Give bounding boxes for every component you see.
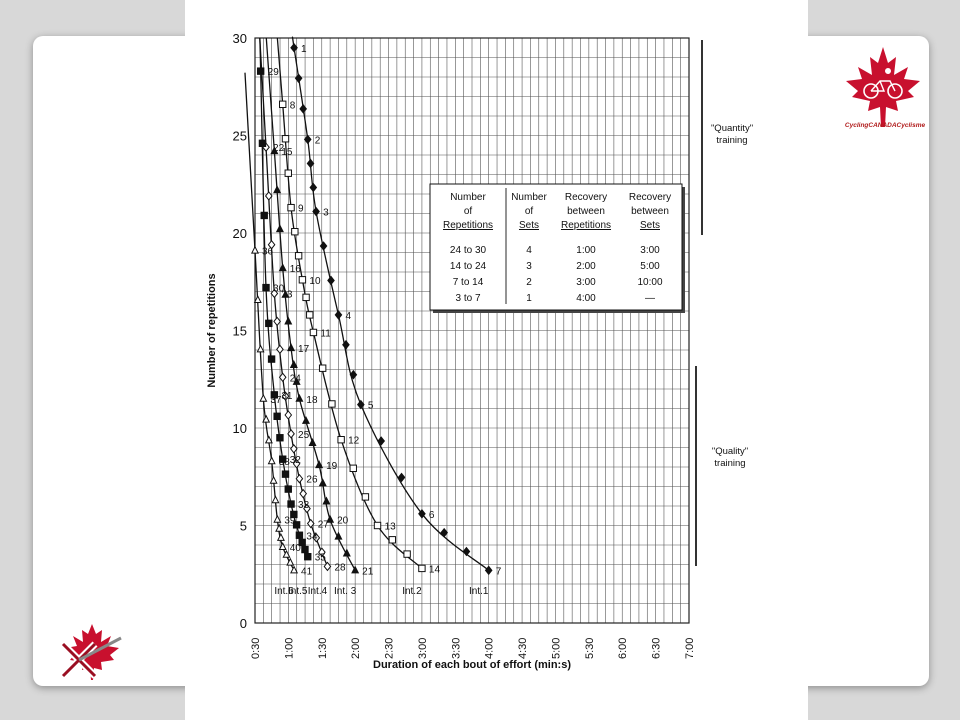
point-number-label: 29: [267, 67, 279, 79]
data-point: [305, 554, 311, 560]
point-number-label: 2: [314, 135, 321, 147]
table-cell: 5:00: [640, 261, 660, 272]
data-point: [362, 494, 368, 500]
table-cell: 3:00: [576, 277, 596, 288]
data-point: [323, 498, 329, 504]
data-point: [270, 477, 276, 483]
point-number-label: 40: [289, 542, 301, 554]
data-point: [288, 430, 294, 438]
x-tick-label: 0:30: [250, 637, 262, 659]
data-point: [313, 208, 319, 216]
data-point: [277, 435, 283, 441]
interval-label: Int. 3: [334, 586, 357, 597]
point-number-label: 26: [306, 474, 318, 486]
table-cell: 10:00: [637, 277, 663, 288]
data-point: [277, 225, 283, 231]
point-number-label: 37: [270, 394, 282, 406]
data-point: [309, 439, 315, 445]
data-point: [291, 44, 297, 52]
y-tick-label: 0: [239, 616, 247, 631]
data-point: [300, 490, 306, 498]
data-point: [307, 312, 313, 318]
chart-panel: [185, 0, 808, 720]
data-point: [266, 437, 272, 443]
data-point: [303, 294, 309, 300]
data-point: [266, 192, 272, 200]
data-point: [316, 461, 322, 467]
x-axis-title: Duration of each bout of effort (min:s): [373, 659, 571, 671]
table-cell: 2: [526, 277, 532, 288]
data-point: [295, 74, 301, 82]
quantity-training-label: [692, 123, 772, 147]
data-point: [280, 264, 286, 270]
point-number-label: 24: [289, 373, 301, 385]
x-tick-label: 3:00: [416, 637, 429, 659]
data-point: [282, 136, 288, 142]
data-point: [350, 465, 356, 471]
point-number-label: 22: [273, 143, 285, 155]
table-header-cell: between: [631, 206, 669, 217]
data-point: [352, 567, 358, 573]
data-point: [320, 479, 326, 485]
data-point: [419, 565, 425, 571]
y-tick-label: 15: [232, 323, 247, 339]
table-cell: 2:00: [576, 261, 596, 272]
y-tick-label: 25: [232, 128, 247, 144]
x-tick-label: 3:30: [450, 637, 463, 659]
point-number-label: 38: [278, 457, 290, 469]
table-cell: 3:00: [640, 245, 660, 256]
interval-label: Int.2: [402, 586, 422, 597]
data-point: [268, 457, 274, 463]
data-point: [310, 329, 316, 335]
data-point: [280, 543, 286, 549]
point-number-label: 25: [298, 429, 310, 441]
point-number-label: 15: [281, 147, 293, 159]
data-point: [296, 532, 302, 538]
data-point: [274, 413, 280, 419]
data-point: [389, 537, 395, 543]
data-point: [280, 373, 286, 381]
data-point: [300, 105, 306, 113]
table-cell: 14 to 24: [449, 261, 487, 272]
table-cell: 1: [526, 293, 532, 304]
table-cell: 3 to 7: [455, 293, 481, 304]
data-point: [291, 361, 297, 367]
data-point: [404, 551, 410, 557]
x-tick-label: 1:00: [283, 637, 296, 659]
quality-line1: "Quality": [711, 446, 749, 457]
table-header-cell: Repetitions: [560, 220, 612, 231]
point-number-label: 31: [281, 390, 293, 402]
y-tick-label: 10: [232, 421, 247, 436]
table-header-cell: Number: [511, 192, 547, 203]
data-point: [263, 416, 269, 422]
data-point: [320, 242, 326, 250]
table-header-cell: Repetitions: [442, 220, 494, 231]
point-number-label: 21: [362, 566, 374, 578]
point-number-label: 10: [309, 275, 321, 287]
data-point: [276, 525, 282, 531]
interval-label: Int.5: [288, 586, 308, 597]
y-tick-label: 20: [232, 226, 247, 241]
x-tick-label: 2:30: [383, 637, 396, 659]
table-header-cell: Number: [450, 192, 486, 203]
data-point: [257, 346, 263, 352]
x-tick-label: 6:00: [617, 637, 630, 659]
point-number-label: 7: [495, 566, 502, 578]
data-point: [259, 140, 265, 146]
data-point: [285, 318, 291, 324]
x-tick-label: 4:30: [517, 637, 530, 659]
x-tick-label: 4:00: [483, 637, 496, 659]
x-tick-label: 7:00: [684, 637, 696, 659]
data-point: [257, 68, 263, 74]
data-point: [319, 365, 325, 371]
table-header-cell: of: [524, 206, 534, 217]
point-number-label: 28: [334, 562, 346, 574]
table-header-cell: between: [567, 206, 605, 217]
point-number-label: 14: [428, 564, 441, 576]
quality-line2: training: [714, 458, 746, 469]
data-point: [296, 475, 302, 483]
x-tick-label: 1:30: [316, 637, 329, 659]
data-point: [463, 548, 469, 556]
point-number-label: 32: [289, 455, 301, 467]
data-point: [261, 212, 267, 218]
data-point: [274, 516, 280, 522]
table-header-cell: Recovery: [564, 192, 608, 203]
point-number-label: 11: [320, 328, 331, 340]
point-number-label: 23: [281, 289, 293, 301]
data-point: [296, 395, 302, 401]
data-point: [358, 401, 364, 409]
data-point: [278, 534, 284, 540]
data-point: [374, 522, 380, 528]
data-point: [268, 356, 274, 362]
y-tick-label: 30: [232, 31, 247, 46]
point-number-label: 20: [337, 515, 349, 527]
table-cell: 1:00: [576, 245, 596, 256]
data-point: [288, 344, 294, 350]
interval-label: Int.1: [468, 586, 489, 597]
interval-label: Int.4: [307, 586, 328, 597]
data-point: [274, 186, 280, 192]
data-point: [291, 445, 297, 453]
table-cell: —: [645, 293, 655, 304]
table-header-cell: Recovery: [628, 192, 672, 203]
point-number-label: 9: [298, 203, 304, 215]
corner-maple-x-logo-icon: [55, 624, 130, 680]
point-number-label: 6: [428, 509, 435, 521]
point-number-label: 34: [306, 531, 318, 543]
point-number-label: 5: [367, 400, 374, 412]
table-header-cell: Sets: [518, 220, 540, 231]
data-point: [299, 277, 305, 283]
x-tick-label: 2:00: [350, 637, 363, 659]
data-point: [338, 437, 344, 443]
data-point: [302, 546, 308, 552]
data-point: [295, 253, 301, 259]
point-number-label: 3: [323, 207, 329, 219]
data-point: [307, 159, 313, 167]
point-number-label: 30: [273, 283, 285, 295]
table-cell: 4: [526, 245, 532, 256]
data-point: [285, 411, 291, 419]
point-number-label: 16: [289, 264, 301, 276]
point-number-label: 12: [348, 435, 360, 447]
point-number-label: 19: [326, 461, 338, 473]
series-curve: [260, 38, 328, 566]
data-point: [260, 395, 266, 401]
point-number-label: 17: [298, 344, 310, 356]
data-point: [310, 184, 316, 192]
quantity-line1: "Quantity": [710, 123, 754, 134]
point-number-label: 4: [345, 310, 352, 322]
data-point: [272, 496, 278, 502]
y-axis-title: Number of repetitions: [206, 273, 218, 388]
point-number-label: 36: [262, 246, 274, 258]
data-point: [288, 501, 294, 507]
brand-name-text: CyclingCANADACyclisme: [844, 122, 926, 129]
point-number-label: 35: [314, 552, 326, 564]
point-number-label: 33: [298, 500, 310, 512]
point-number-label: 13: [384, 521, 396, 533]
interval-label: Int.6: [274, 586, 294, 597]
x-tick-label: 5:00: [550, 637, 563, 659]
data-point: [266, 320, 272, 326]
data-point: [274, 317, 280, 325]
data-point: [305, 135, 311, 143]
x-tick-label: 5:30: [583, 637, 596, 659]
table-header-cell: of: [463, 206, 473, 217]
data-point: [277, 345, 283, 353]
table-cell: 4:00: [576, 293, 596, 304]
series-curve: [266, 38, 355, 570]
repetition-duration-chart: [185, 0, 808, 720]
data-point: [263, 284, 269, 290]
y-tick-label: 5: [239, 518, 247, 534]
data-point: [285, 486, 291, 492]
table-header-cell: Sets: [639, 220, 661, 231]
quality-training-label: [690, 446, 770, 470]
series-curve: [277, 38, 422, 568]
point-number-label: 1: [301, 43, 307, 55]
data-point: [303, 417, 309, 423]
data-point: [485, 566, 491, 574]
data-point: [328, 276, 334, 284]
data-point: [252, 247, 258, 253]
table-cell: 24 to 30: [449, 245, 487, 256]
point-number-label: 27: [317, 519, 329, 531]
quantity-line2: training: [716, 135, 748, 146]
table-cell: 3: [526, 261, 532, 272]
data-point: [329, 401, 335, 407]
data-point: [280, 101, 286, 107]
data-point: [335, 311, 341, 319]
data-point: [285, 170, 291, 176]
point-number-label: 41: [301, 566, 313, 578]
data-point: [291, 567, 297, 573]
point-number-label: 39: [284, 515, 296, 527]
point-number-label: 18: [306, 394, 318, 406]
table-cell: 7 to 14: [452, 277, 484, 288]
data-point: [282, 471, 288, 477]
data-point: [292, 229, 298, 235]
point-number-label: 8: [289, 100, 296, 112]
data-point: [288, 204, 294, 210]
data-point: [308, 520, 314, 528]
x-tick-label: 6:30: [650, 637, 663, 659]
